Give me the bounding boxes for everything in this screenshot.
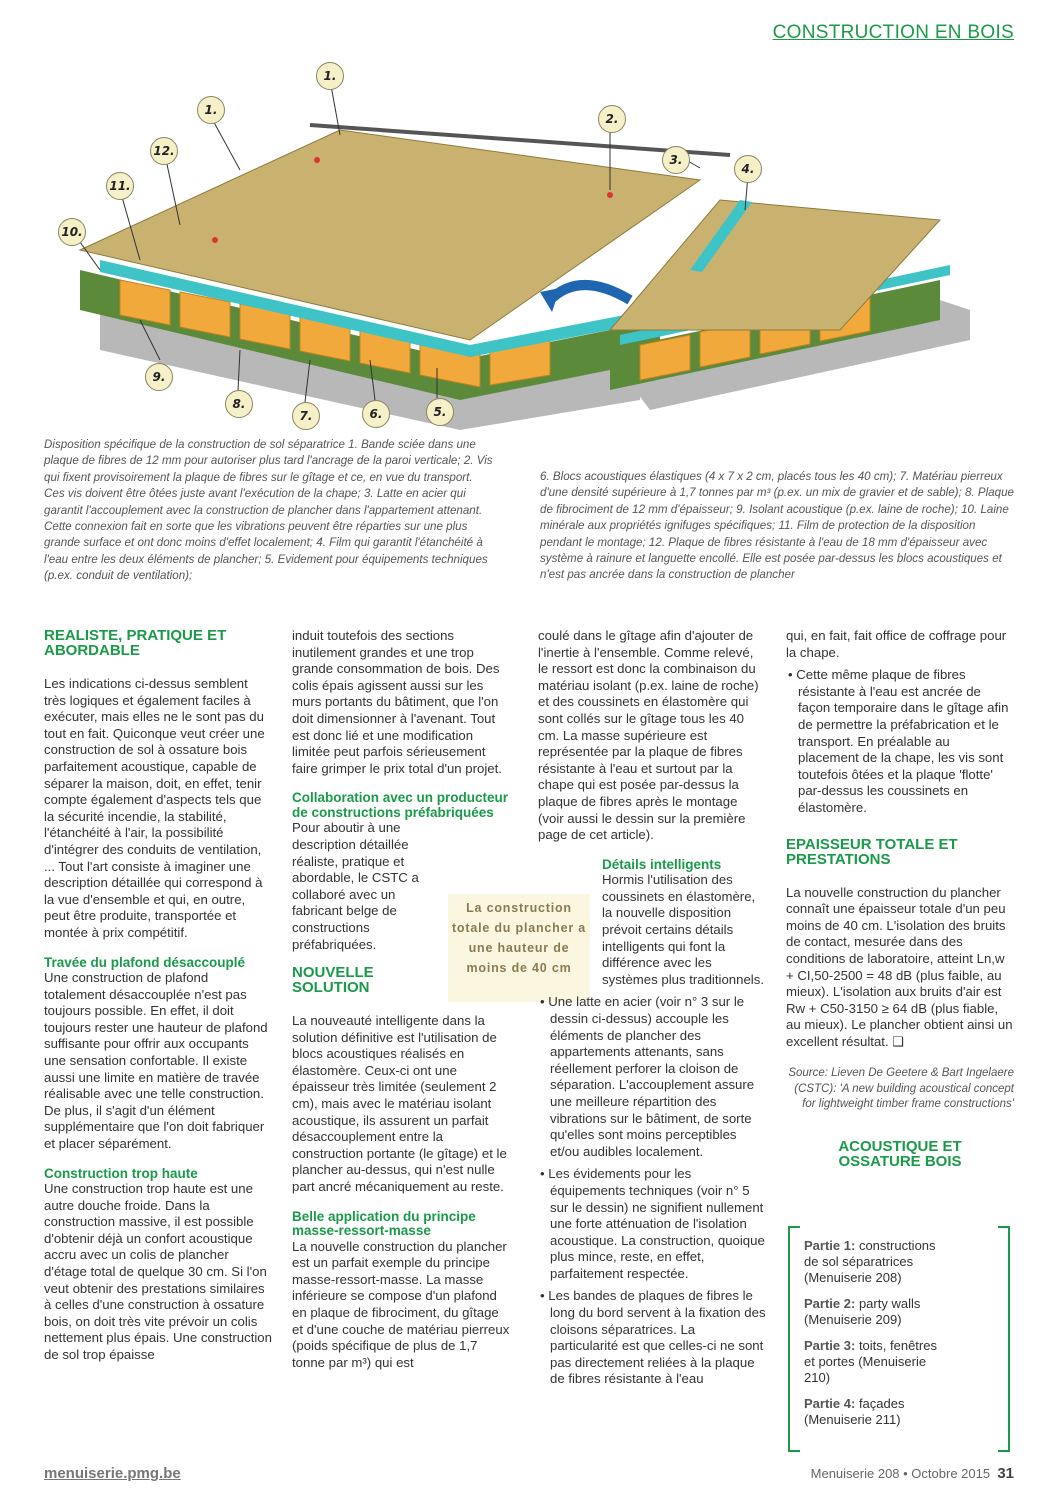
series-box	[788, 1226, 1010, 1448]
diagram-label-10: 10.	[58, 218, 86, 246]
bullet-item: • Les bandes de plaques de fibres le long du bord servent à la fixation des cloisons séparatrices. La particularité est que celles-ci ne sont pas directement reliées à la plaque de fibres résistante à l'eau	[540, 1288, 766, 1387]
column-3	[538, 628, 766, 1394]
diagram-label-5: 5.	[426, 398, 454, 426]
paragraph: qui, en fait, fait office de coffrage pour la chape.	[786, 628, 1007, 660]
rw-value: Rw + C50-3150 ≥ 64 dB (plus fiable, au mieux).	[786, 1000, 999, 1033]
paragraph: Pour aboutir à une description détaillée réaliste, pratique et abordable, le CSTC a collaboré avec un fabricant belge de constructions préfabriquées.	[292, 820, 419, 952]
paragraph: Une construction de plafond totalement désaccouplée n'est pas toujours possible. En effet, il doit toujours rester une hauteur de plafond suffisante pour offrir aux occupants une sensation confortable. Il existe aussi une limite en matière de travée réalisable avec une telle construction. De plus, il s'agit d'un élément supplémentaire que l'on doit fabriquer et placer séparément.	[44, 970, 268, 1151]
heading-nouvelle-solution: NOUVELLE SOLUTION	[292, 964, 374, 997]
diagram-label-8: 8.	[225, 390, 253, 418]
floor-construction-diagram	[40, 60, 1020, 430]
paragraph	[786, 885, 1014, 1051]
heading-epaisseur: EPAISSEUR TOTALE ET PRESTATIONS	[786, 835, 958, 868]
series-part-1	[804, 1238, 948, 1286]
column-2	[292, 628, 512, 1377]
bracket-right	[998, 1226, 1010, 1452]
diagram-label-1a: 1.	[316, 62, 344, 90]
bracket-left	[788, 1226, 800, 1452]
diagram-label-12: 12.	[150, 137, 178, 165]
series-part-3	[804, 1338, 948, 1386]
diagram-label-6: 6.	[362, 400, 390, 428]
column-1	[44, 628, 272, 1370]
series-part-2	[804, 1296, 948, 1328]
caption-left: Disposition spécifique de la construction de sol séparatrice 1. Bande sciée dans une plaque de fibres de 12 mm pour autoriser plus tard l'ancrage de la paroi verticale; 2. Vis qui fixent provisoirement la plaque de fibres sur le gîtage et ce, en vue du transport. Ces vis doivent être ôtées juste avant l'exécution de la chape; 3. Latte en acier qui garantit l'accouplement avec la construction de plancher dans l'appartement attenant. Cette connexion fait en sorte que les vibrations peuvent être réparties sur une plus grande surface et ont donc moins d'effet localement; 4. Film qui garantit l'étanchéité à l'eau entre les deux éléments de plancher; 5. Evidement pour équipements techniques (p.ex. conduit de ventilation);	[44, 438, 493, 583]
part-text: façades (Menuiserie 211)	[804, 1396, 905, 1427]
bullet-item: • Les évidements pour les équipements techniques (voir n° 5 sur le dessin) ne signifient nullement une forte atténuation de l'isolation acoustique. La construction, quoique plus mince, reste, en effet, parfaitement respectée.	[540, 1166, 765, 1281]
subheading-collaboration: Collaboration avec un producteur de constructions préfabriquées	[292, 790, 509, 820]
part-text: party walls (Menuiserie 209)	[804, 1296, 921, 1327]
diagram-label-3: 3.	[662, 146, 690, 174]
diagram-label-4: 4.	[734, 155, 762, 183]
diagram-label-7: 7.	[292, 402, 320, 430]
part-label: Partie 1:	[804, 1238, 856, 1253]
source-citation: Source: Lieven De Geetere & Bart Ingelaere (CSTC): 'A new building acoustical concept for lightweight timber frame constructions'	[788, 1067, 1014, 1111]
paragraph: Hormis l'utilisation des coussinets en élastomère, la nouvelle disposition prévoit certains détails intelligents qui font la différence avec les systèmes plus traditionnels.	[602, 872, 764, 987]
paragraph: La nouveauté intelligente dans la solution définitive est l'utilisation de blocs acoustiques réalisés en élastomère. Ceux-ci ont une épaisseur très limitée (seulement 2 cm), mais avec le matériau isolant acoustique, ils assurent un parfait désaccouplement entre la construction portante (le gîtage) et le plancher au-dessus, qui n'est nulle part ancré mécaniquement au reste.	[292, 1013, 507, 1195]
bullet-item: • Une latte en acier (voir n° 3 sur le dessin ci-dessus) accouple les éléments de plancher des appartements attenants, sans réellement perforer la cloison de séparation. L'accouplement assure une meilleure répartition des vibrations sur le bâtiment, de sorte qu'elles sont moins perceptibles et/ou audibles localement.	[540, 994, 755, 1159]
section-title: CONSTRUCTION EN BOIS	[772, 22, 1014, 43]
footer-issue	[811, 1465, 1014, 1482]
paragraph: Les indications ci-dessus semblent très logiques et également faciles à exécuter, mais elles ne le sont pas du tout en fait. Quiconque veut créer une construction de sol à ossature bois parfaitement acoustique, capable de séparer la maison, doit, en effet, tenir compte également d'aspects tels que la sécurité incendie, la stabilité, l'étanchéité à l'air, la possibilité d'intégrer des conduits de ventilation, ... Tout l'art consiste à imaginer une description détaillée qui correspond à la vue d'ensemble et qui, en outre, peut être produite, transportée et montée à prix compétitif.	[44, 676, 265, 940]
diagram-label-1b: 1.	[197, 96, 225, 124]
diagram-label-9: 9.	[145, 363, 173, 391]
part-text: toits, fenêtres et portes (Menuiserie 210)	[804, 1338, 937, 1385]
paragraph: La nouvelle construction du plancher est un parfait exemple du principe masse-ressort-masse. La masse inférieure se compose d'un plafond en plaque de fibrociment, du gîtage et d'une couche de matériau pierreux (poids spécifique de plus de 1,7 tonne par m³) qui est	[292, 1238, 510, 1370]
column-4	[786, 628, 1014, 1187]
part-label: Partie 3:	[804, 1338, 856, 1353]
subheading-travee: Travée du plafond désaccouplé	[44, 954, 246, 970]
pull-quote: La construction totale du plancher a une hauteur de moins de 40 cm	[448, 894, 590, 1002]
paragraph-part: L'isolation aux bruits d'air est	[832, 984, 1002, 1000]
paragraph-part: Le plancher obtient ainsi un excellent résultat. ❑	[786, 1017, 1013, 1049]
paragraph: induit toutefois des sections inutilement grandes et une trop grande consommation de bois. Des colis épais agissent aussi sur les murs portants du bâtiment, que l'on doit dimensionner à l'avenant. Tout est donc lié et une modification limitée peut parfois sérieusement faire grimper le prix total d'un projet.	[292, 628, 502, 776]
ln-value: Ln,w + CI,50-2500 = 48 dB (plus faible, au mieux).	[786, 950, 1005, 1000]
paragraph-part: La nouvelle construction du plancher connaît une épaisseur totale d'un peu moins de 40 cm. L'isolation des bruits de contact, mesurée dans des conditions de laboratoire, atteint	[786, 884, 1006, 966]
diagram-label-2: 2.	[598, 105, 626, 133]
part-label: Partie 4:	[804, 1396, 856, 1411]
caption-right: 6. Blocs acoustiques élastiques (4 x 7 x 2 cm, placés tous les 40 cm); 7. Matériau pierreux d'une densité supérieure à 1,7 tonnes par m³ (p.ex. un mix de gravier et de sable); 8. Plaque de fibrociment de 12 mm d'épaisseur; 9. Isolant acoustique (p.ex. laine de roche); 10. Laine minérale aux propriétés ignifuges spécifiques; 11. Film de protection de la disposition pendant le montage; 12. Plaque de fibres résistante à l'eau de 18 mm d'épaisseur avec système à rainure et languette encollé. Elle est posée par-dessus les blocs acoustiques et n'est pas ancrée dans la construction de plancher	[540, 470, 1014, 582]
bullet-item: • Cette même plaque de fibres résistante à l'eau est ancrée de façon temporaire dans le gîtage afin de permettre la préfabrication et le transport. En préalable au placement de la chape, les vis sont toutefois ôtées et la plaque 'flotte' par-dessus les coussinets en élastomère.	[788, 667, 1009, 815]
subheading-masse-ressort: Belle application du principe masse-ressort-masse	[292, 1208, 476, 1239]
heading-realiste: REALISTE, PRATIQUE ET ABORDABLE	[44, 627, 227, 659]
part-text: constructions de sol séparatrices (Menuiserie 208)	[804, 1238, 936, 1285]
subheading-construction-haute: Construction trop haute	[44, 1165, 198, 1181]
footer-site-link[interactable]: menuiserie.pmg.be	[44, 1465, 181, 1482]
diagram-illustration	[40, 60, 1020, 430]
box-title: ACOUSTIQUE ET OSSATURE BOIS	[838, 1137, 962, 1170]
diagram-label-11: 11.	[106, 172, 134, 200]
paragraph: coulé dans le gîtage afin d'ajouter de l'inertie à l'ensemble. Comme relevé, le ressort est donc la combinaison du matériau isolant (p.ex. laine de roche) et des coussinets en élastomère qui sont collés sur le gîtage tous les 40 cm. La masse supérieure est représentée par la plaque de fibres résistante à l'eau et surtout par la chape qui est posée par-dessus la plaque de fibres après le montage (voir aussi le dessin sur la première page de cet article).	[538, 628, 759, 843]
subheading-details: Détails intelligents	[602, 856, 722, 872]
paragraph: Une construction trop haute est une autre douche froide. Dans la construction massive, il est possible d'obtenir déjà un confort acoustique accru avec un colis de plancher d'étage total de quelque 30 cm. Si l'on veut obtenir des prestations similaires à celles d'une construction à ossature bois, on doit très vite prévoir un colis nettement plus épais. Une construction de sol trop épaisse	[44, 1181, 272, 1362]
issue-text: Menuiserie 208 • Octobre 2015	[810, 1466, 991, 1481]
series-part-4	[804, 1396, 948, 1428]
page-number: 31	[997, 1465, 1014, 1482]
part-label: Partie 2:	[804, 1296, 856, 1311]
